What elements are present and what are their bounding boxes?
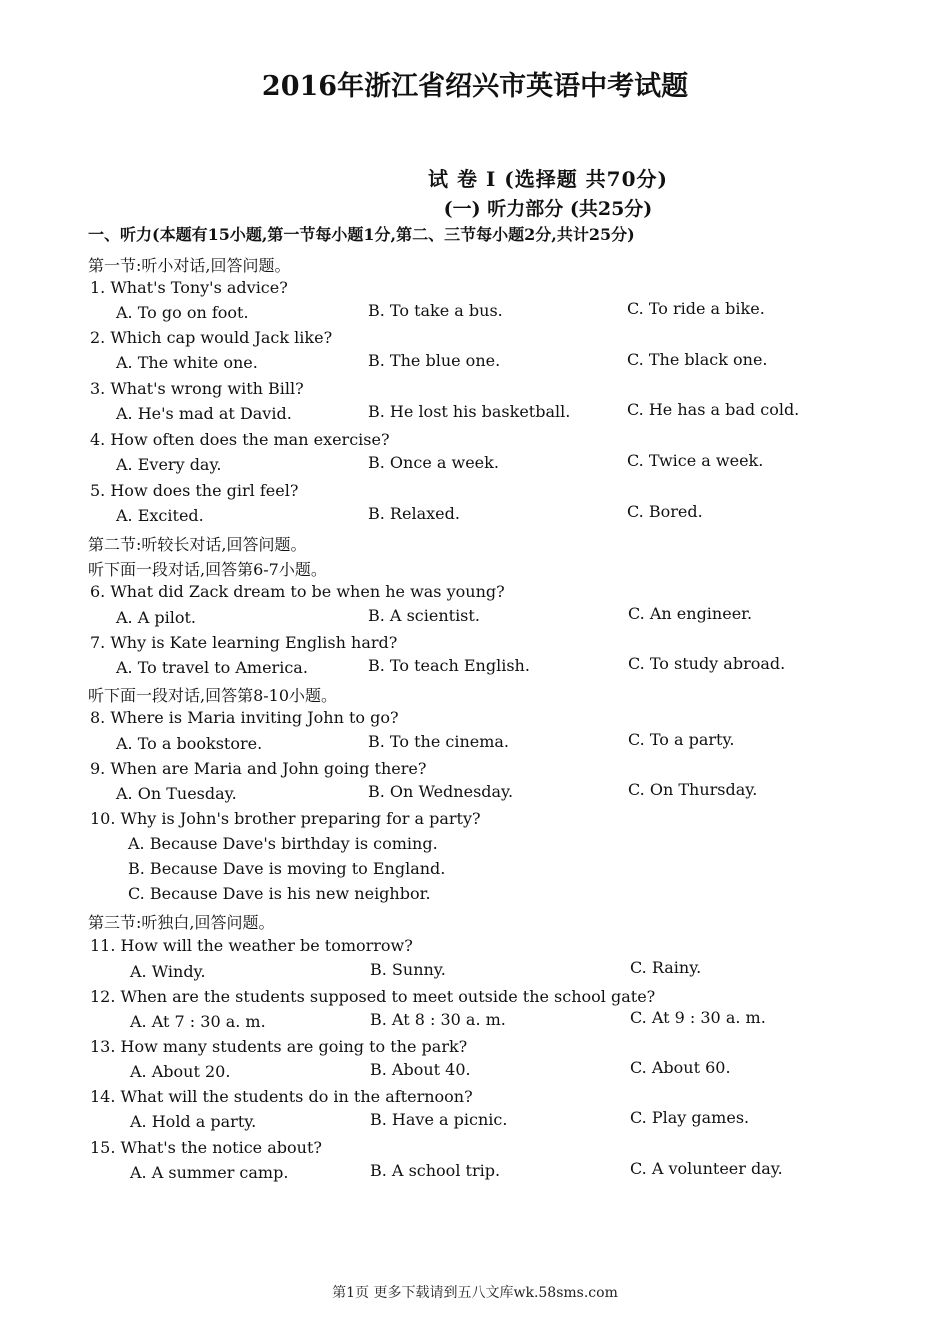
q9-option-b: B. On Wednesday.	[368, 782, 514, 801]
q1-option-a: A. To go on foot.	[116, 303, 249, 322]
q7-option-a: A. To travel to America.	[116, 658, 308, 677]
q15-option-a: A. A summer camp.	[130, 1163, 289, 1182]
q14-option-c: C. Play games.	[630, 1108, 750, 1127]
q12-option-c: C. At 9 : 30 a. m.	[630, 1008, 766, 1027]
q5-option-b: B. Relaxed.	[368, 504, 460, 523]
q7-option-c: C. To study abroad.	[628, 654, 786, 673]
q3-option-a: A. He's mad at David.	[116, 404, 292, 423]
question-13: 13. How many students are going to the park?	[90, 1037, 468, 1056]
q11-option-b: B. Sunny.	[370, 960, 446, 979]
q6-option-c: C. An engineer.	[628, 604, 753, 623]
q10-option-a: A. Because Dave's birthday is coming.	[128, 834, 438, 853]
subsection-heading-3: 第三节:听独白,回答问题。	[88, 913, 275, 932]
question-5: 5. How does the girl feel?	[90, 481, 299, 500]
question-4: 4. How often does the man exercise?	[90, 430, 390, 449]
q14-option-a: A. Hold a party.	[130, 1112, 257, 1131]
question-12: 12. When are the students supposed to meet outside the school gate?	[90, 987, 656, 1006]
q9-option-c: C. On Thursday.	[628, 780, 758, 799]
document-title: 2016年浙江省绍兴市英语中考试题	[261, 71, 689, 102]
q7-option-b: B. To teach English.	[368, 656, 530, 675]
q8-option-b: B. To the cinema.	[368, 732, 510, 751]
dialogue-instruction-6-7: 听下面一段对话,回答第6-7小题。	[88, 560, 327, 579]
q10-option-b: B. Because Dave is moving to England.	[128, 859, 446, 878]
question-7: 7. Why is Kate learning English hard?	[90, 633, 398, 652]
q8-option-a: A. To a bookstore.	[116, 734, 263, 753]
q5-option-c: C. Bored.	[627, 502, 703, 521]
q2-option-a: A. The white one.	[116, 353, 258, 372]
subsection-heading-1: 第一节:听小对话,回答问题。	[88, 256, 291, 275]
q2-option-b: B. The blue one.	[368, 351, 501, 370]
q6-option-a: A. A pilot.	[116, 608, 196, 627]
q3-option-c: C. He has a bad cold.	[627, 400, 800, 419]
q6-option-b: B. A scientist.	[368, 606, 480, 625]
paper-title: 试 卷 Ⅰ (选择题 共70分)	[428, 167, 668, 191]
q1-option-b: B. To take a bus.	[368, 301, 503, 320]
q11-option-c: C. Rainy.	[630, 958, 702, 977]
q9-option-a: A. On Tuesday.	[116, 784, 237, 803]
section-heading: 一、听力(本题有15小题,第一节每小题1分,第二、三节每小题2分,共计25分)	[88, 225, 635, 244]
q5-option-a: A. Excited.	[116, 506, 204, 525]
q14-option-b: B. Have a picnic.	[370, 1110, 508, 1129]
q13-option-a: A. About 20.	[130, 1062, 231, 1081]
question-15: 15. What's the notice about?	[90, 1138, 322, 1157]
dialogue-instruction-8-10: 听下面一段对话,回答第8-10小题。	[88, 686, 338, 705]
q4-option-b: B. Once a week.	[368, 453, 499, 472]
q15-option-c: C. A volunteer day.	[630, 1159, 783, 1178]
part-title: (一) 听力部分 (共25分)	[443, 198, 653, 220]
question-14: 14. What will the students do in the afternoon?	[90, 1087, 473, 1106]
page-footer: 第1页 更多下载请到五八文库wk.58sms.com	[332, 1285, 618, 1301]
question-11: 11. How will the weather be tomorrow?	[90, 936, 413, 955]
q12-option-a: A. At 7 : 30 a. m.	[130, 1012, 266, 1031]
q1-option-c: C. To ride a bike.	[627, 299, 765, 318]
q13-option-b: B. About 40.	[370, 1060, 471, 1079]
subsection-heading-2: 第二节:听较长对话,回答问题。	[88, 535, 307, 554]
q2-option-c: C. The black one.	[627, 350, 768, 369]
question-2: 2. Which cap would Jack like?	[90, 328, 333, 347]
question-1: 1. What's Tony's advice?	[90, 278, 288, 297]
question-10: 10. Why is John's brother preparing for a party?	[90, 809, 481, 828]
q4-option-c: C. Twice a week.	[627, 451, 764, 470]
q4-option-a: A. Every day.	[116, 455, 222, 474]
question-6: 6. What did Zack dream to be when he was young?	[90, 582, 505, 601]
q11-option-a: A. Windy.	[130, 962, 206, 981]
q13-option-c: C. About 60.	[630, 1058, 731, 1077]
q12-option-b: B. At 8 : 30 a. m.	[370, 1010, 506, 1029]
q8-option-c: C. To a party.	[628, 730, 735, 749]
question-9: 9. When are Maria and John going there?	[90, 759, 427, 778]
question-8: 8. Where is Maria inviting John to go?	[90, 708, 399, 727]
q15-option-b: B. A school trip.	[370, 1161, 501, 1180]
question-3: 3. What's wrong with Bill?	[90, 379, 304, 398]
q10-option-c: C. Because Dave is his new neighbor.	[128, 884, 431, 903]
q3-option-b: B. He lost his basketball.	[368, 402, 571, 421]
